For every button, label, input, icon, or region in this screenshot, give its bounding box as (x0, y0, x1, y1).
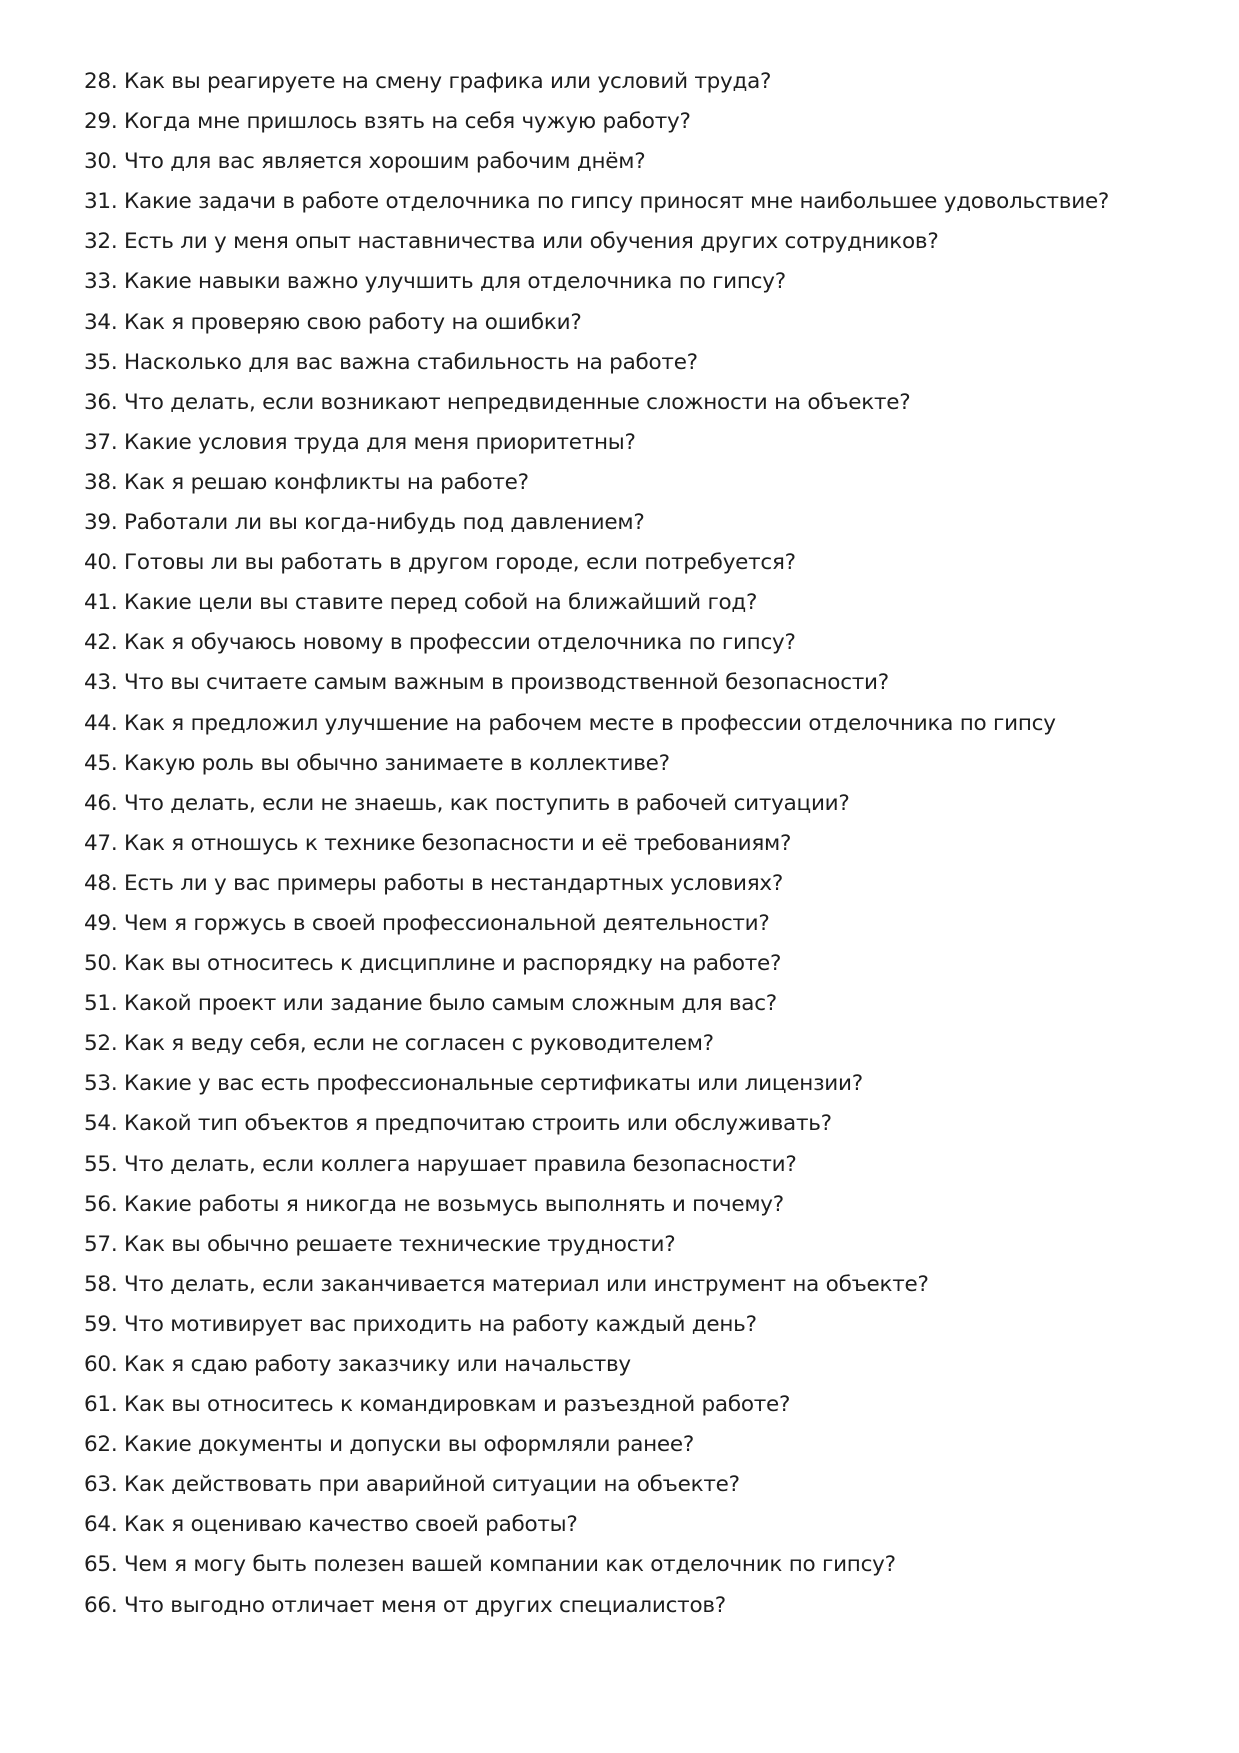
question-number: 60. (84, 1352, 118, 1377)
question-text: Какой проект или задание было самым сложным для вас? (124, 991, 777, 1017)
question-item (84, 423, 1204, 463)
question-item (84, 1505, 1204, 1545)
question-item (84, 904, 1204, 944)
question-text: Как я предложил улучшение на рабочем месте в профессии отделочника по гипсу (124, 710, 1056, 736)
question-number: 44. (84, 710, 118, 736)
question-text: Как я веду себя, если не согласен с руководителем? (124, 1031, 714, 1057)
question-number: 40. (84, 550, 118, 576)
question-number: 59. (84, 1311, 118, 1337)
question-item (84, 824, 1204, 864)
question-text: Как я проверяю свою работу на ошибки? (124, 309, 582, 335)
question-item (84, 463, 1204, 503)
question-number: 33. (84, 269, 118, 295)
question-item (84, 704, 1204, 744)
question-item (84, 1024, 1204, 1064)
question-text: Что делать, если заканчивается материал или инструмент на объекте? (124, 1271, 929, 1297)
question-item (84, 1345, 1204, 1385)
question-number: 35. (84, 349, 118, 375)
question-item (84, 102, 1204, 142)
question-number: 43. (84, 670, 118, 696)
question-item (84, 383, 1204, 423)
question-number: 62. (84, 1432, 118, 1458)
question-item (84, 663, 1204, 703)
question-text: Какие документы и допуски вы оформляли ранее? (124, 1432, 695, 1458)
question-number: 57. (84, 1231, 118, 1257)
question-text: Что делать, если коллега нарушает правила безопасности? (124, 1151, 797, 1177)
question-item (84, 1064, 1204, 1104)
question-text: Чем я горжусь в своей профессиональной деятельности? (124, 910, 770, 936)
question-text: Как действовать при аварийной ситуации на объекте? (124, 1472, 740, 1498)
question-item (84, 1425, 1204, 1465)
question-text: Какие у вас есть профессиональные сертификаты или лицензии? (124, 1071, 863, 1097)
question-text: Чем я могу быть полезен вашей компании как отделочник по гипсу? (124, 1552, 896, 1578)
question-number: 63. (84, 1472, 118, 1498)
question-text: Какие задачи в работе отделочника по гипсу приносят мне наибольшее удовольствие? (124, 189, 1110, 215)
question-number: 51. (84, 991, 118, 1017)
question-item (84, 1185, 1204, 1225)
question-text: Как я обучаюсь новому в профессии отделочника по гипсу? (124, 630, 796, 656)
question-number: 38. (84, 469, 118, 495)
question-item (84, 744, 1204, 784)
question-number: 37. (84, 429, 118, 455)
question-number: 39. (84, 510, 118, 536)
question-number: 66. (84, 1592, 118, 1618)
question-item (84, 583, 1204, 623)
question-number: 64. (84, 1512, 118, 1538)
question-list (84, 62, 1204, 1626)
question-item (84, 142, 1204, 182)
question-text: Есть ли у меня опыт наставничества или обучения других сотрудников? (124, 229, 939, 255)
question-item (84, 784, 1204, 824)
question-number: 55. (84, 1151, 118, 1177)
question-number: 65. (84, 1552, 118, 1578)
question-text: Что вы считаете самым важным в производственной безопасности? (124, 670, 889, 696)
question-text: Как я решаю конфликты на работе? (124, 469, 529, 495)
question-number: 45. (84, 750, 118, 776)
question-item (84, 262, 1204, 302)
question-number: 53. (84, 1071, 118, 1097)
question-text: Как вы обычно решаете технические трудности? (124, 1231, 676, 1257)
question-item (84, 543, 1204, 583)
question-text: Что мотивирует вас приходить на работу каждый день? (124, 1311, 757, 1337)
question-item (84, 1145, 1204, 1185)
question-text: Какие работы я никогда не возьмусь выполнять и почему? (124, 1191, 784, 1217)
question-text: Как я оцениваю качество своей работы? (124, 1512, 578, 1538)
question-item (84, 62, 1204, 102)
question-number: 52. (84, 1031, 118, 1057)
question-text: Как вы реагируете на смену графика или условий труда? (124, 69, 772, 94)
question-item (84, 1225, 1204, 1265)
question-number: 31. (84, 189, 118, 215)
question-number: 61. (84, 1392, 118, 1418)
question-number: 58. (84, 1271, 118, 1297)
question-text: Какую роль вы обычно занимаете в коллективе? (124, 750, 670, 776)
question-text: Насколько для вас важна стабильность на работе? (124, 349, 698, 375)
question-text: Как я отношусь к технике безопасности и её требованиям? (124, 830, 792, 856)
question-item (84, 984, 1204, 1024)
question-number: 34. (84, 309, 118, 335)
question-text: Когда мне пришлось взять на себя чужую работу? (124, 109, 691, 135)
question-item (84, 1465, 1204, 1505)
question-number: 30. (84, 149, 118, 175)
question-item (84, 303, 1204, 343)
question-text: Как вы относитесь к дисциплине и распорядку на работе? (124, 951, 782, 977)
question-text: Работали ли вы когда-нибудь под давлением? (124, 510, 645, 536)
question-number: 41. (84, 590, 118, 616)
question-text: Есть ли у вас примеры работы в нестандартных условиях? (124, 870, 784, 896)
question-number: 28. (84, 69, 118, 94)
question-text: Какой тип объектов я предпочитаю строить или обслуживать? (124, 1111, 832, 1137)
question-number: 29. (84, 109, 118, 135)
question-text: Что делать, если возникают непредвиденные сложности на объекте? (124, 389, 911, 415)
question-text: Какие условия труда для меня приоритетны? (124, 429, 636, 455)
question-number: 54. (84, 1111, 118, 1137)
question-item (84, 623, 1204, 663)
question-text: Как вы относитесь к командировкам и разъездной работе? (124, 1392, 791, 1418)
question-item (84, 1305, 1204, 1345)
question-text: Что делать, если не знаешь, как поступить в рабочей ситуации? (124, 790, 850, 816)
question-text: Какие цели вы ставите перед собой на ближайший год? (124, 590, 758, 616)
question-number: 32. (84, 229, 118, 255)
question-text: Что выгодно отличает меня от других специалистов? (124, 1592, 726, 1618)
question-item (84, 1586, 1204, 1626)
question-number: 50. (84, 951, 118, 977)
question-number: 48. (84, 870, 118, 896)
question-item (84, 343, 1204, 383)
question-item (84, 503, 1204, 543)
question-number: 56. (84, 1191, 118, 1217)
question-number: 42. (84, 630, 118, 656)
question-text: Готовы ли вы работать в другом городе, если потребуется? (124, 550, 796, 576)
question-item (84, 864, 1204, 904)
question-item (84, 1385, 1204, 1425)
question-item (84, 1545, 1204, 1585)
question-text: Какие навыки важно улучшить для отделочника по гипсу? (124, 269, 786, 295)
question-number: 49. (84, 910, 118, 936)
question-number: 46. (84, 790, 118, 816)
question-text: Что для вас является хорошим рабочим днём? (124, 149, 646, 175)
question-item (84, 222, 1204, 262)
question-item (84, 182, 1204, 222)
question-text: Как я сдаю работу заказчику или начальству (124, 1352, 631, 1377)
question-number: 36. (84, 389, 118, 415)
question-item (84, 944, 1204, 984)
question-item (84, 1104, 1204, 1144)
question-item (84, 1265, 1204, 1305)
question-number: 47. (84, 830, 118, 856)
